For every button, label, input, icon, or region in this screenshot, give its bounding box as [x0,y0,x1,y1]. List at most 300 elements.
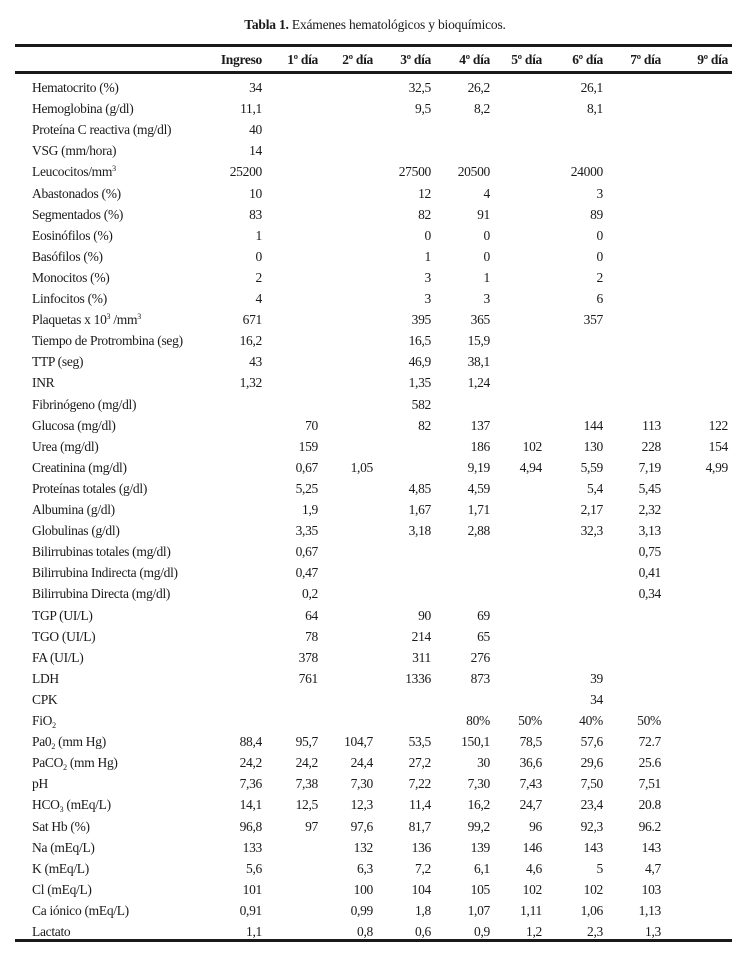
table-cell: 26,1 [580,80,603,95]
table-caption [0,17,750,33]
table-cell: 0,34 [638,586,661,602]
table-cell: 39 [590,670,603,686]
table-cell: 91 [477,206,490,222]
row-label-text: Ca iónico (mEq/L) [32,902,129,918]
row-label [32,647,83,668]
table-cell: 132 [353,839,373,855]
row-label-text: Sat Hb (%) [32,818,90,834]
row-label [32,731,106,752]
table-cell: 97 [305,818,318,834]
table-cell: 1,3 [645,924,661,939]
table-cell: 105 [470,881,490,897]
row-label-text: Creatinina (mg/dl) [32,459,127,475]
table-row [0,309,750,330]
table-row [0,583,750,604]
table-cell: 582 [411,396,431,412]
table-cell: 1,06 [580,902,603,918]
table-row [0,98,750,119]
table-cell: 1,35 [408,375,431,391]
row-label-text: Monocitos (%) [32,269,110,285]
table-cell: 6,3 [357,860,373,876]
row-label-superscript: 3 [137,312,141,322]
table-cell: 186 [470,438,490,454]
row-label [32,246,103,267]
table-cell: 1 [424,248,431,264]
row-label-suffix: (mm Hg) [55,734,106,750]
table-cell: 90 [418,607,431,623]
table-row [0,879,750,900]
table-cell: 40 [249,122,262,138]
table-cell: 83 [249,206,262,222]
row-label [32,330,183,351]
table-cell: 761 [298,670,318,686]
table-cell: 3 [596,185,603,201]
table-cell: 38,1 [467,354,490,370]
column-header: 9º día [697,52,728,67]
table-row [0,119,750,140]
table-row [0,647,750,668]
table-cell: 143 [583,839,603,855]
row-label [32,267,109,288]
row-label-text: CPK [32,691,58,707]
row-label [32,457,127,478]
table-cell: 9,5 [415,101,431,117]
row-label-suffix: (mEq/L) [63,797,111,813]
table-cell: 20.8 [638,797,661,813]
table-row [0,351,750,372]
table-cell: 10 [249,185,262,201]
table-cell: 2,3 [587,924,603,939]
table-cell: 0,9 [474,924,490,939]
row-label-text: Tiempo de Protrombina (seg) [32,333,183,349]
table-cell: 1,07 [467,902,490,918]
row-label [32,225,113,246]
table-row [0,161,750,182]
table-cell: 11,4 [409,797,431,813]
row-label [32,710,56,731]
table-cell: 4,59 [467,480,490,496]
table-cell: 311 [412,649,431,665]
table-cell: 34 [249,80,262,95]
table-cell: 2 [255,269,262,285]
table-cell: 0 [255,248,262,264]
table-cell: 24000 [570,164,603,180]
column-header: 2º día [342,52,373,67]
row-label-text: Hemoglobina (g/dl) [32,101,134,117]
table-row [0,415,750,436]
table-cell: 1,67 [408,502,431,517]
row-label-superscript: 3 [112,164,116,174]
table-cell: 89 [590,206,603,222]
table-cell: 103 [641,881,661,897]
table-cell: 88,4 [239,734,262,750]
row-label-suffix: /mm [110,312,138,328]
table-cell: 3,13 [638,523,661,539]
table-cell: 7,43 [519,776,542,792]
table-row [0,816,750,837]
row-label-suffix: (mm Hg) [66,755,118,771]
table-cell: 12,5 [295,797,318,813]
table-row [0,330,750,351]
table-cell: 7,30 [350,776,373,792]
column-header: 6º día [572,52,603,67]
row-label [32,394,136,415]
table-cell: 29,6 [580,755,603,771]
table-cell: 32,5 [408,80,431,95]
table-cell: 46,9 [408,354,431,370]
table-cell: 0,91 [239,902,262,918]
table-cell: 154 [708,438,728,454]
table-row [0,436,750,457]
row-label-text: Hematocrito (%) [32,80,119,95]
table-cell: 23,4 [580,797,603,813]
table-cell: 7,38 [295,776,318,792]
table-cell: 24,4 [350,755,373,771]
table-cell: 1 [255,227,262,243]
row-label [32,183,121,204]
table-cell: 102 [522,881,542,897]
row-label-subscript: 2 [63,763,67,773]
table-cell: 57,6 [580,734,603,750]
table-row [0,457,750,478]
row-label-text: PaCO [32,755,64,771]
table-cell: 146 [522,839,542,855]
row-label-text: Abastonados (%) [32,185,121,201]
table-row [0,562,750,583]
table-cell: 133 [242,839,262,855]
table-cell: 96,8 [239,818,262,834]
table-cell: 4,7 [645,860,661,876]
table-cell: 101 [242,881,262,897]
table-row [0,710,750,731]
table-cell: 14,1 [239,797,262,813]
row-label-subscript: 2 [52,721,56,730]
row-label-text: LDH [32,670,59,686]
table-cell: 99,2 [467,818,490,834]
row-label [32,562,178,583]
table-cell: 72.7 [638,734,661,750]
table-cell: 3 [483,291,490,306]
row-label-text: Segmentados (%) [32,206,124,222]
table-cell: 1,24 [467,375,490,391]
table-cell: 43 [249,354,262,370]
table-cell: 4,94 [519,459,542,475]
row-label [32,478,147,499]
table-row [0,372,750,393]
row-label [32,161,116,182]
table-cell: 11,1 [240,101,262,117]
column-header: 1º día [287,52,318,67]
table-cell: 357 [583,312,603,328]
table-cell: 7,19 [638,459,661,475]
table-cell: 102 [583,881,603,897]
table-row [0,752,750,773]
table-cell: 1,8 [415,902,431,918]
table-cell: 16,5 [408,333,431,349]
table-cell: 5,45 [638,480,661,496]
table-cell: 20500 [457,164,490,180]
table-cell: 3,35 [295,523,318,539]
table-cell: 81,7 [408,818,431,834]
table-cell: 1,1 [246,924,262,939]
table-row [0,225,750,246]
row-label-text: Proteína C reactiva (mg/dl) [32,122,172,138]
row-label [32,626,95,647]
table-cell: 1,2 [526,924,542,939]
column-header: Ingreso [220,52,262,67]
table-cell: 228 [641,438,661,454]
table-cell: 92,3 [580,818,603,834]
row-label-text: INR [32,375,55,391]
table-cell: 144 [583,417,603,433]
row-label [32,605,93,626]
row-label [32,689,57,710]
row-label-subscript: 2 [51,742,56,752]
table-cell: 96 [529,818,542,834]
table-cell: 137 [470,417,490,433]
table-cell: 276 [470,649,490,665]
table-row [0,668,750,689]
table-cell: 113 [642,417,661,433]
table-cell: 159 [298,438,318,454]
column-header: 3º día [400,52,431,67]
row-label-text: Eosinófilos (%) [32,227,113,243]
row-label-subscript: 3 [59,805,64,815]
table-cell: 100 [353,881,373,897]
row-label [32,583,170,604]
table-cell: 5,6 [246,860,262,876]
table-cell: 36,6 [519,755,542,771]
table-row [0,204,750,225]
table-cell: 14 [249,143,262,159]
table-cell: 7,51 [638,776,661,792]
row-label [32,752,118,773]
row-label-text: Urea (mg/dl) [32,438,99,454]
table-cell: 1,9 [302,502,318,517]
table-cell: 24,7 [519,797,542,813]
table-cell: 5 [596,860,603,876]
table-row [0,478,750,499]
table-cell: 1,11 [520,902,542,918]
table-cell: 136 [411,839,431,855]
table-cell: 6 [596,291,603,306]
row-label [32,204,123,225]
row-label [32,415,116,436]
table-cell: 4,99 [705,459,728,475]
row-label [32,837,95,858]
table-row [0,246,750,267]
table-cell: 5,4 [587,480,603,496]
caption-text: Exámenes hematológicos y bioquímicos. [288,17,506,32]
row-label [32,794,111,815]
table-cell: 12 [418,185,431,201]
table-cell: 7,30 [467,776,490,792]
table-cell: 2,32 [638,502,661,517]
table-cell: 0,67 [295,459,318,475]
row-label-text: Fibrinógeno (mg/dl) [32,396,137,412]
table-row [0,900,750,921]
table-cell: 7,22 [408,776,431,792]
table-cell: 69 [477,607,490,623]
table-row [0,837,750,858]
table-cell: 27,2 [408,755,431,771]
table-cell: 0,75 [638,544,661,560]
table-cell: 65 [477,628,490,644]
row-label-text: Glucosa (mg/dl) [32,417,116,433]
table-cell: 0,6 [415,924,431,939]
table-cell: 2,88 [467,523,490,539]
table-cell: 1,32 [239,375,262,391]
row-label-text: K (mEq/L) [32,860,89,876]
table-cell: 78 [305,628,318,644]
row-label-text: FiO [32,713,53,728]
row-label [32,98,133,119]
table-cell: 82 [418,206,431,222]
row-label-text: Bilirrubina Indirecta (mg/dl) [32,565,178,581]
table-cell: 25.6 [638,755,661,771]
table-cell: 150,1 [461,734,490,750]
row-label [32,541,171,562]
table-cell: 4,85 [408,480,431,496]
row-label [32,140,116,161]
row-label [32,372,54,393]
table-cell: 130 [583,438,603,454]
row-label [32,77,119,98]
row-label-text: Lactato [32,924,71,939]
caption-label: Tabla 1. [244,17,289,32]
row-label-text: TGO (UI/L) [32,628,96,644]
table-cell: 16,2 [467,797,490,813]
table-cell: 365 [470,312,490,328]
table-cell: 0,47 [295,565,318,581]
table-cell: 6,1 [474,860,490,876]
table-cell: 2,17 [580,502,603,517]
row-label [32,520,120,541]
row-label [32,816,90,837]
row-label-text: Bilirrubina Directa (mg/dl) [32,586,171,602]
table-cell: 0 [596,227,603,243]
table-cell: 40% [579,713,603,728]
table-row [0,731,750,752]
table-cell: 1,13 [638,902,661,918]
top-rule [15,44,732,47]
table-cell: 139 [470,839,490,855]
table-row [0,183,750,204]
row-label-text: Cl (mEq/L) [32,881,92,897]
table-row [0,605,750,626]
table-cell: 7,36 [239,776,262,792]
table-cell: 0,99 [350,902,373,918]
row-label-text: Albumina (g/dl) [32,502,115,517]
header-rule [15,71,732,74]
table-cell: 1,71 [467,502,490,517]
table-row [0,773,750,794]
row-label-text: Proteínas totales (g/dl) [32,480,148,496]
table-cell: 104,7 [344,734,373,750]
row-label-text: Plaquetas x 10 [32,312,107,328]
row-label [32,858,89,879]
table-row [0,288,750,309]
table-cell: 7,50 [580,776,603,792]
row-label-text: Bilirrubinas totales (mg/dl) [32,544,171,560]
table-cell: 1336 [405,670,431,686]
table-cell: 3 [424,291,431,306]
table-cell: 16,2 [239,333,262,349]
row-label [32,351,83,372]
column-header: 7º día [630,52,661,67]
table-row [0,499,750,520]
table-cell: 70 [305,417,318,433]
row-label-text: TGP (UI/L) [32,607,93,623]
table-cell: 15,9 [467,333,490,349]
table-cell: 5,59 [580,459,603,475]
table-cell: 104 [411,881,431,897]
table-cell: 0,2 [302,586,318,602]
table-cell: 12,3 [350,797,373,813]
table-cell: 4,6 [526,860,542,876]
table-cell: 1 [483,269,490,285]
table-cell: 27500 [398,164,431,180]
table-cell: 214 [411,628,431,644]
table-cell: 122 [708,417,728,433]
table-cell: 671 [242,312,262,328]
table-cell: 0 [596,248,603,264]
table-cell: 143 [641,839,661,855]
row-label-text: Pa0 [32,734,52,750]
table-cell: 32,3 [580,523,603,539]
table-row [0,794,750,815]
table-cell: 8,1 [587,101,603,117]
table-cell: 0 [483,248,490,264]
row-label-text: HCO [32,797,60,813]
table-cell: 2 [596,269,603,285]
table-cell: 50% [518,713,542,728]
table-cell: 102 [522,438,542,454]
table-cell: 873 [470,670,490,686]
table-cell: 96.2 [638,818,661,834]
table-row [0,394,750,415]
table-cell: 26,2 [467,80,490,95]
table-cell: 4 [483,185,490,201]
row-label-text: Na (mEq/L) [32,839,95,855]
table-cell: 395 [411,312,431,328]
row-label [32,773,48,794]
table-cell: 78,5 [519,734,542,750]
row-label-text: Leucocitos/mm [32,164,113,180]
table-cell: 0 [483,227,490,243]
row-label [32,879,92,900]
row-label [32,436,99,457]
row-label-text: pH [32,776,48,792]
table-cell: 82 [418,417,431,433]
table-cell: 0 [424,227,431,243]
table-cell: 97,6 [350,818,373,834]
table-row [0,541,750,562]
table-cell: 50% [637,713,661,728]
table-row [0,858,750,879]
table-cell: 24,2 [239,755,262,771]
row-label-text: Linfocitos (%) [32,291,107,306]
row-label [32,309,141,330]
table-cell: 30 [477,755,490,771]
table-cell: 34 [590,691,603,707]
table-cell: 80% [466,713,490,728]
bottom-rule [15,939,732,942]
row-label-text: TTP (seg) [32,354,84,370]
row-label-text: FA (UI/L) [32,649,84,665]
table-row [0,689,750,710]
column-header: 5º día [511,52,542,67]
